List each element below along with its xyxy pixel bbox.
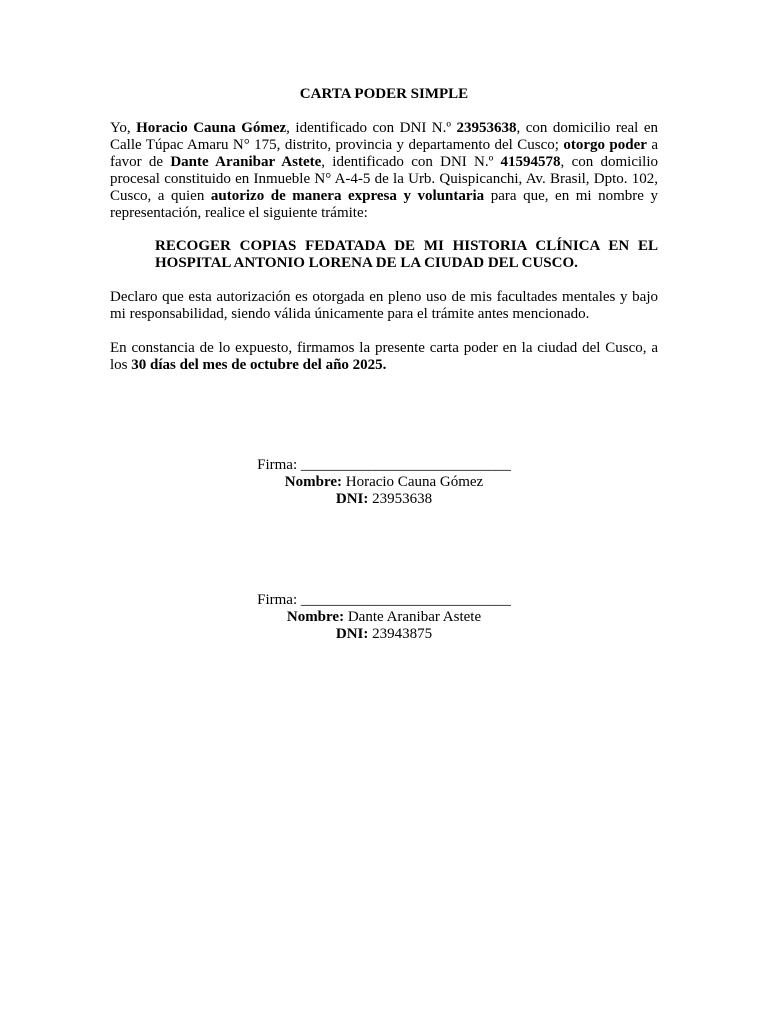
authorize-phrase: autorizo de manera expresa y voluntaria	[210, 188, 485, 204]
signature-name-row	[230, 609, 538, 626]
signature-name-row	[230, 474, 538, 491]
grantor-name: Horacio Cauna Gómez	[136, 120, 287, 136]
signature-dni-row	[230, 626, 538, 643]
firma-label: Firma:	[257, 592, 301, 608]
signer-dni: 23943875	[368, 626, 433, 642]
dni-label: DNI:	[335, 491, 369, 507]
text-run: a favor de	[110, 137, 658, 170]
signer-name: Dante Aranibar Astete	[344, 609, 482, 625]
grantee-dni: 41594578	[500, 154, 561, 170]
declaration-paragraph: Declaro que esta autorización es otorgada en pleno uso de mis facultades mentales y bajo mi responsabilidad, siendo válida únicamente para el trámite antes mencionado.	[110, 289, 658, 322]
signature-dni-row	[230, 491, 538, 508]
text-run: En constancia de lo expuesto, firmamos la presente carta poder en la ciudad del Cusco, a los	[110, 340, 658, 373]
text-run: Yo,	[110, 120, 137, 136]
firma-underline: ____________________________	[300, 592, 511, 608]
procedure-paragraph: RECOGER COPIAS FEDATADA DE MI HISTORIA CLÍNICA EN EL HOSPITAL ANTONIO LORENA DE LA CIUDAD DEL CUSCO.	[155, 238, 658, 271]
closing-date: 30 días del mes de octubre del año 2025.	[131, 357, 387, 373]
grant-phrase: otorgo poder	[563, 137, 647, 153]
document-title: CARTA PODER SIMPLE	[299, 86, 469, 102]
grantee-name: Dante Aranibar Astete	[170, 154, 322, 170]
firma-underline: ____________________________	[300, 457, 511, 473]
nombre-label: Nombre:	[284, 474, 342, 490]
firma-label: Firma:	[257, 457, 301, 473]
signature-line	[230, 592, 538, 609]
signer-name: Horacio Cauna Gómez	[342, 474, 484, 490]
text-run: , identificado con DNI N.º	[286, 120, 457, 136]
text-run: para que, en mi nombre y representación, realice el siguiente trámite:	[110, 188, 659, 221]
closing-paragraph	[110, 340, 658, 374]
nombre-label: Nombre:	[286, 609, 345, 625]
text-run: , con domicilio real en Calle Túpac Amaru N° 175, distrito, provincia y departamento del Cusco;	[110, 120, 658, 153]
grant-paragraph	[110, 120, 658, 222]
signature-block-grantee	[230, 592, 538, 643]
grantor-dni: 23953638	[456, 120, 517, 136]
dni-label: DNI:	[335, 626, 369, 642]
signature-line	[230, 457, 538, 474]
signature-block-grantor	[230, 457, 538, 508]
text-run: , con domicilio procesal constituido en Inmueble N° A-4-5 de la Urb. Quispicanchi, Av. Brasil, Dpto. 102, Cusco, a quien	[110, 154, 658, 204]
text-run: , identificado con DNI N.º	[321, 154, 501, 170]
signer-dni: 23953638	[368, 491, 433, 507]
